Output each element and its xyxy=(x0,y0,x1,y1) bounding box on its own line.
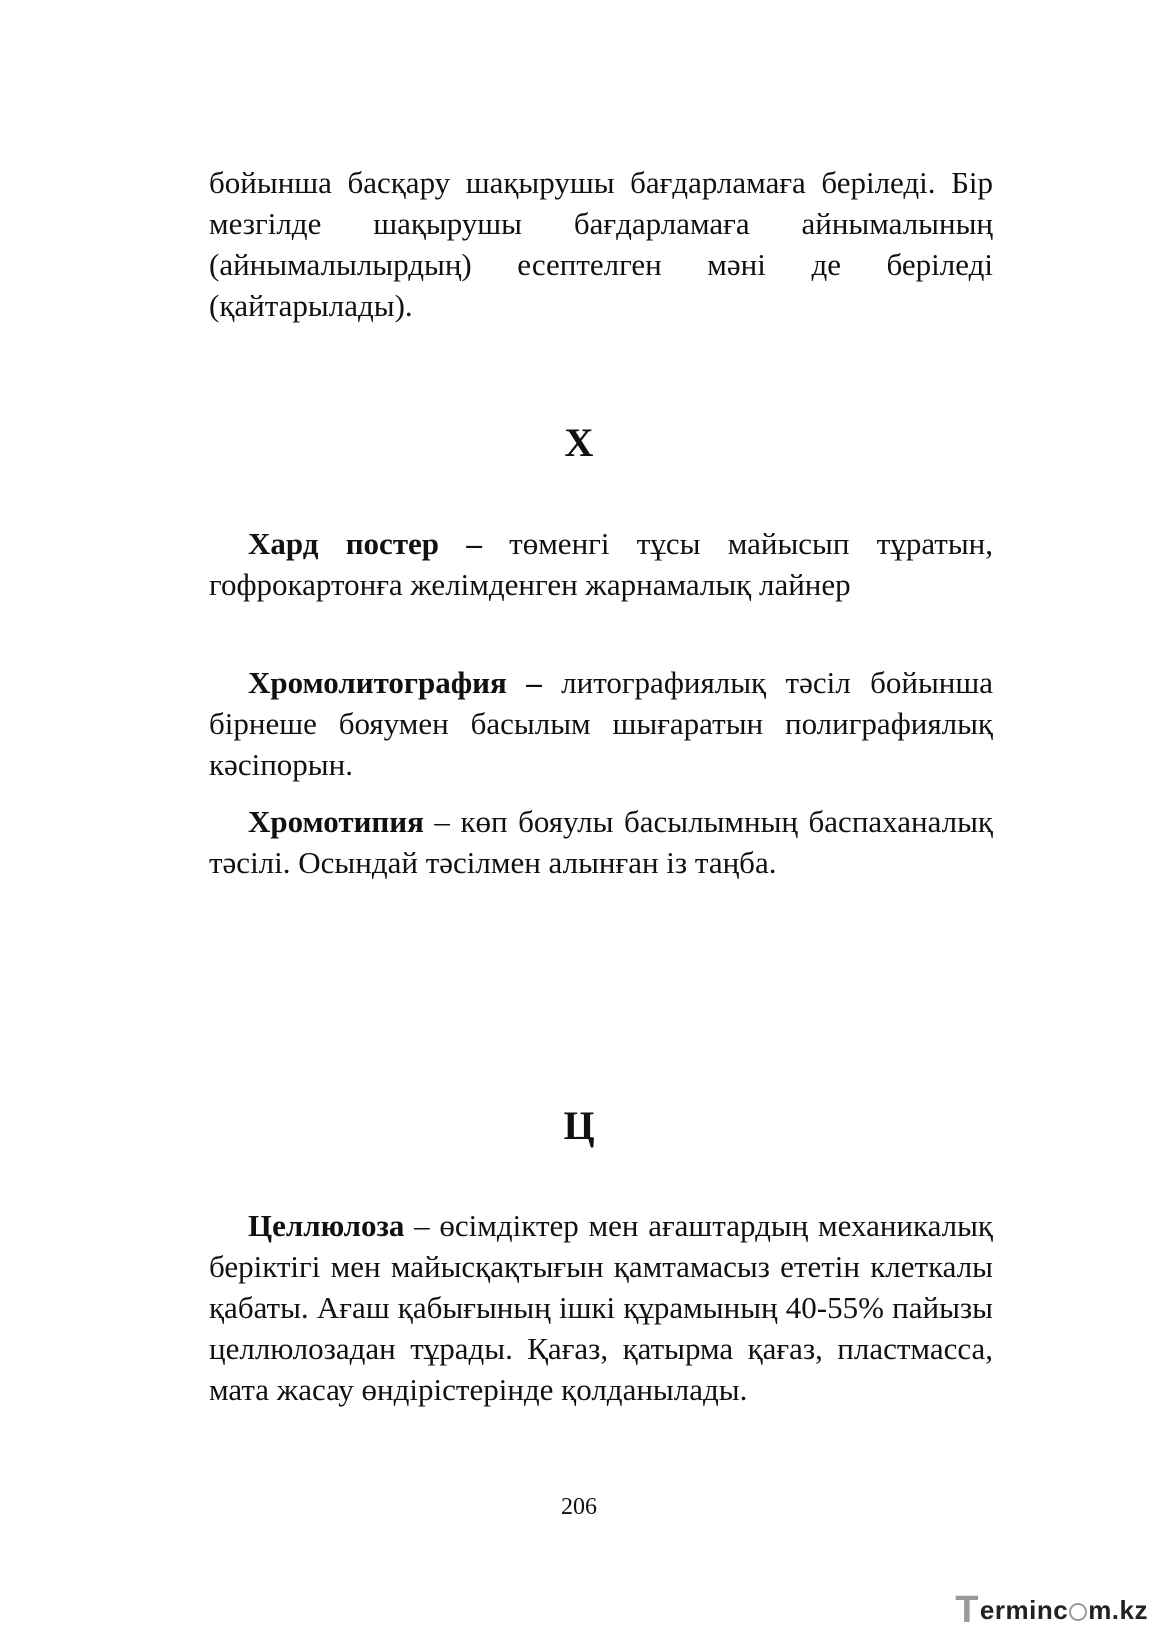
entry-dash: – xyxy=(506,665,562,700)
entry-definition: көп бояулы басылымның баспаханалық тәсілі. Осындай тәсілмен алынған із таңба. xyxy=(209,804,993,880)
glossary-entry xyxy=(209,523,993,605)
glossary-entry xyxy=(209,662,993,785)
entry-term: Хромотипия xyxy=(248,804,424,839)
entry-definition: литографиялық тәсіл бойынша бірнеше бояумен басылым шығаратын полиграфиялық кәсіпорын. xyxy=(209,665,993,782)
entry-definition: төменгі тұсы майысып тұратын, гофрокартонға желімденген жарнамалық лайнер xyxy=(209,526,993,602)
entry-dash: – xyxy=(439,526,510,561)
entry-term: Хард постер xyxy=(248,526,440,561)
watermark-o-icon xyxy=(1069,1603,1087,1621)
entry-dash: – xyxy=(423,804,461,839)
page-number: 206 xyxy=(561,1494,597,1520)
entry-dash: – xyxy=(404,1208,440,1243)
glossary-entry xyxy=(209,1205,993,1410)
entry-definition: өсімдіктер мен ағаштардың механикалық беріктігі мен майысқақтығын қамтамасыз ететін клеткалы қабаты. Ағаш қабығының ішкі құрамының 40-55% пайызы целлюлозадан тұрады. Қағаз, қатырма қағаз, пластмасса, мата жасау өндірістерінде қолданылады. xyxy=(209,1208,993,1407)
watermark-middle: erminc xyxy=(979,1594,1069,1625)
entry-term: Хромолитография xyxy=(248,665,507,700)
glossary-entry xyxy=(209,801,993,883)
watermark-end: m.kz xyxy=(1088,1594,1148,1625)
section-letter-tse: Ц xyxy=(563,1103,595,1148)
entry-term: Целлюлоза xyxy=(248,1208,405,1243)
termincom-watermark-logo xyxy=(955,1590,1148,1630)
intro-paragraph: бойынша басқару шақырушы бағдарламаға беріледі. Бір мезгілде шақырушы бағдарламаға айнымалының (айнымалылырдың) есептелген мәні де беріледі (қайтарылады). xyxy=(209,165,993,323)
section-letter-kha: Х xyxy=(564,420,594,465)
watermark-initial: T xyxy=(955,1588,979,1631)
